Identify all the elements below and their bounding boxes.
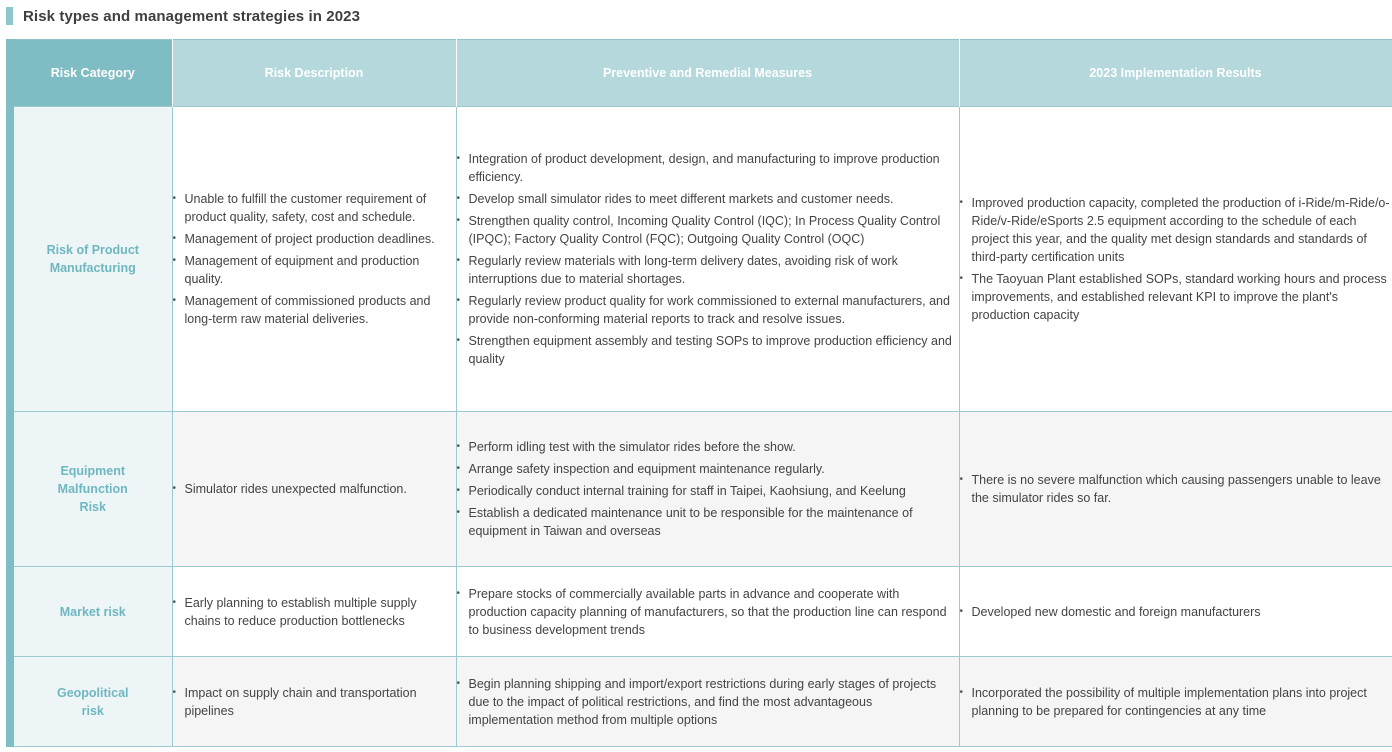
list-item: • Strengthen equipment assembly and testing SOPs to improve production efficiency and quality (457, 332, 959, 368)
list-item: • Improved production capacity, completed the production of i-Ride/m-Ride/o-Ride/v-Ride/eSports 2.5 equipment according to the schedule of each project this year, and the quality met design standards and standards of third-party certification units (960, 194, 1392, 266)
list-item: • Establish a dedicated maintenance unit to be responsible for the maintenance of equipment in Taiwan and overseas (457, 504, 959, 540)
measures-cell (456, 567, 959, 657)
risk-category-line: Geopolitical (56, 685, 129, 700)
title-accent-bar (6, 7, 13, 25)
results-list (960, 194, 1392, 324)
risk-category-name (14, 684, 172, 720)
risk-category-line: Risk (79, 500, 106, 514)
measures-cell (456, 412, 959, 567)
risk-category-line: Malfunction (57, 482, 128, 496)
results-list (960, 603, 1392, 621)
list-item: • Perform idling test with the simulator rides before the show. (457, 438, 959, 456)
description-list (173, 480, 456, 498)
list-item: • Prepare stocks of commercially available parts in advance and cooperate with production capacity planning of manufacturers, so that the production line can respond to business development trends (457, 585, 959, 639)
risk-category-cell (10, 412, 172, 567)
risk-category-line: risk (81, 703, 104, 718)
results-list (960, 684, 1392, 720)
list-item: • Developed new domestic and foreign manufacturers (960, 603, 1392, 621)
measures-list (457, 438, 959, 540)
header-risk-category: Risk Category (10, 40, 172, 107)
list-item: • Management of commissioned products and long-term raw material deliveries. (173, 292, 456, 328)
table-row (10, 107, 1392, 412)
risk-category-cell (10, 107, 172, 412)
list-item: • Arrange safety inspection and equipment maintenance regularly. (457, 460, 959, 478)
risk-category-line: Market risk (59, 604, 126, 619)
risk-category-name (14, 241, 172, 277)
list-item: • Incorporated the possibility of multiple implementation plans into project planning to be prepared for contingencies at any time (960, 684, 1392, 720)
header-measures: Preventive and Remedial Measures (456, 40, 959, 107)
risk-category-line: Risk of Product (46, 243, 139, 257)
description-cell (172, 567, 456, 657)
list-item: • There is no severe malfunction which causing passengers unable to leave the simulator rides so far. (960, 471, 1392, 507)
description-cell (172, 657, 456, 747)
results-cell (959, 567, 1392, 657)
results-list (960, 471, 1392, 507)
list-item: • Simulator rides unexpected malfunction. (173, 480, 456, 498)
list-item: • Begin planning shipping and import/export restrictions during early stages of projects due to the impact of political restrictions, and find the most advantageous implementation method from multiple options (457, 675, 959, 729)
list-item: • Integration of product development, design, and manufacturing to improve production efficiency. (457, 150, 959, 186)
table-header-row (10, 40, 1392, 107)
measures-cell (456, 657, 959, 747)
description-cell (172, 412, 456, 567)
risk-category-line: Manufacturing (49, 261, 136, 275)
list-item: • Early planning to establish multiple supply chains to reduce production bottlenecks (173, 594, 456, 630)
risk-category-cell (10, 567, 172, 657)
measures-list (457, 675, 959, 729)
risk-category-line: Equipment (60, 464, 126, 478)
description-list (173, 684, 456, 720)
table-row (10, 412, 1392, 567)
results-cell (959, 657, 1392, 747)
risk-table (6, 39, 1392, 747)
page-title: Risk types and management strategies in 2023 (23, 7, 361, 25)
results-cell (959, 107, 1392, 412)
list-item: • Regularly review product quality for work commissioned to external manufacturers, and provide non-conforming material reports to track and resolve issues. (457, 292, 959, 328)
list-item: • Periodically conduct internal training for staff in Taipei, Kaohsiung, and Keelung (457, 482, 959, 500)
list-item: • Impact on supply chain and transportation pipelines (173, 684, 456, 720)
list-item: • Develop small simulator rides to meet different markets and customer needs. (457, 190, 959, 208)
risk-category-cell (10, 657, 172, 747)
results-cell (959, 412, 1392, 567)
list-item: • Unable to fulfill the customer requirement of product quality, safety, cost and schedule. (173, 190, 456, 226)
measures-list (457, 585, 959, 639)
list-item: • Management of project production deadlines. (173, 230, 456, 248)
table-row (10, 567, 1392, 657)
description-cell (172, 107, 456, 412)
list-item: • Regularly review materials with long-term delivery dates, avoiding risk of work interruptions due to material shortages. (457, 252, 959, 288)
list-item: • Strengthen quality control, Incoming Quality Control (IQC); In Process Quality Control (IPQC); Factory Quality Control (FQC); Outgoing Quality Control (OQC) (457, 212, 959, 248)
measures-list (457, 150, 959, 368)
list-item: • The Taoyuan Plant established SOPs, standard working hours and process improvements, and established relevant KPI to improve the plant's production capacity (960, 270, 1392, 324)
description-list (173, 594, 456, 630)
table-row (10, 657, 1392, 747)
risk-category-name (14, 603, 172, 621)
header-results: 2023 Implementation Results (959, 40, 1392, 107)
header-risk-description: Risk Description (172, 40, 456, 107)
risk-category-name (14, 462, 172, 516)
section-title (6, 7, 360, 25)
measures-cell (456, 107, 959, 412)
list-item: • Management of equipment and production quality. (173, 252, 456, 288)
description-list (173, 190, 456, 328)
